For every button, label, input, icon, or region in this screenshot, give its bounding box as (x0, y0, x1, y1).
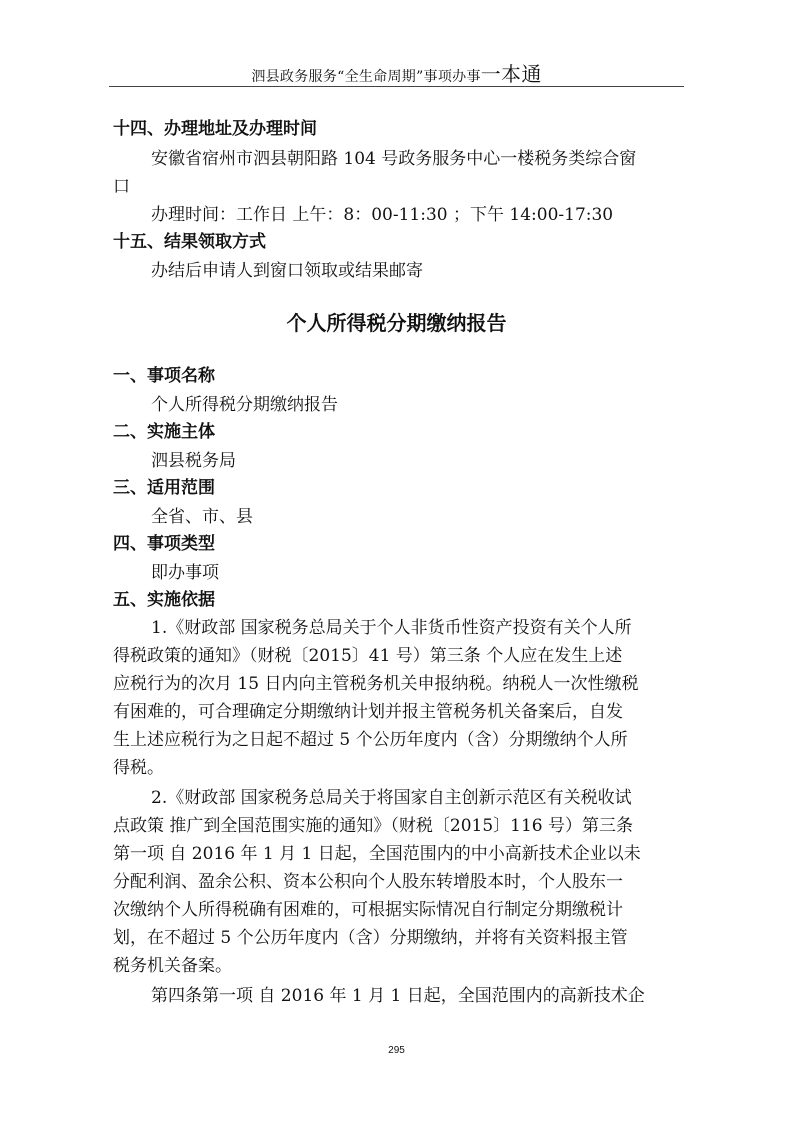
basis-line: 次缴纳个人所得税确有困难的，可根据实际情况自行制定分期缴税计 (113, 900, 623, 920)
header-divider (109, 86, 684, 87)
section-14-address-line-2: 口 (113, 177, 130, 197)
basis-line: 1.《财政部 国家税务总局关于个人非货币性资产投资有关个人所 (151, 618, 632, 638)
section-1-text: 个人所得税分期缴纳报告 (151, 395, 338, 415)
section-3-text: 全省、市、县 (151, 507, 253, 527)
section-4-text: 即办事项 (151, 563, 219, 583)
basis-line: 应税行为的次月 15 日内向主管税务机关申报纳税。纳税人一次性缴税 (113, 674, 639, 694)
running-header (0, 58, 793, 87)
basis-line: 点政策 推广到全国范围实施的通知》（财税〔2015〕116 号）第三条 (113, 816, 634, 836)
section-2-heading: 二、实施主体 (113, 422, 215, 442)
section-15-text: 办结后申请人到窗口领取或结果邮寄 (151, 261, 423, 281)
section-5-heading: 五、实施依据 (113, 590, 215, 610)
basis-line: 生上述应税行为之日起不超过 5 个公历年度内（含）分期缴纳个人所 (113, 730, 628, 750)
section-3-heading: 三、适用范围 (113, 478, 215, 498)
header-text: 泗县政务服务“全生命周期”事项办事 (251, 69, 481, 85)
basis-line: 2.《财政部 国家税务总局关于将国家自主创新示范区有关税收试 (151, 788, 632, 808)
page-number: 295 (388, 1045, 405, 1056)
section-1-heading: 一、事项名称 (113, 366, 215, 386)
section-14-heading: 十四、办理地址及办理时间 (113, 119, 317, 139)
section-15-heading: 十五、结果领取方式 (113, 232, 266, 252)
basis-line: 划，在不超过 5 个公历年度内（含）分期缴纳，并将有关资料报主管 (113, 928, 628, 948)
basis-line: 税务机关备案。 (113, 956, 232, 976)
basis-line: 第四条第一项 自 2016 年 1 月 1 日起，全国范围内的高新技术企 (151, 986, 645, 1006)
section-2-text: 泗县税务局 (151, 451, 236, 471)
header-emphasis: 一本通 (480, 62, 542, 86)
basis-line: 得税。 (113, 758, 164, 778)
basis-line: 有困难的，可合理确定分期缴纳计划并报主管税务机关备案后，自发 (113, 702, 623, 722)
document-title: 个人所得税分期缴纳报告 (286, 311, 507, 335)
section-14-address-line-1: 安徽省宿州市泗县朝阳路 104 号政务服务中心一楼税务类综合窗 (151, 149, 637, 169)
basis-line: 分配利润、盈余公积、资本公积向个人股东转增股本时，个人股东一 (113, 872, 623, 892)
section-4-heading: 四、事项类型 (113, 534, 215, 554)
basis-line: 第一项 自 2016 年 1 月 1 日起，全国范围内的中小高新技术企业以未 (113, 844, 641, 864)
basis-line: 得税政策的通知》（财税〔2015〕41 号）第三条 个人应在发生上述 (113, 646, 623, 666)
section-14-hours: 办理时间：工作日 上午：8：00-11:30 ；下午 14:00-17:30 (151, 205, 614, 225)
